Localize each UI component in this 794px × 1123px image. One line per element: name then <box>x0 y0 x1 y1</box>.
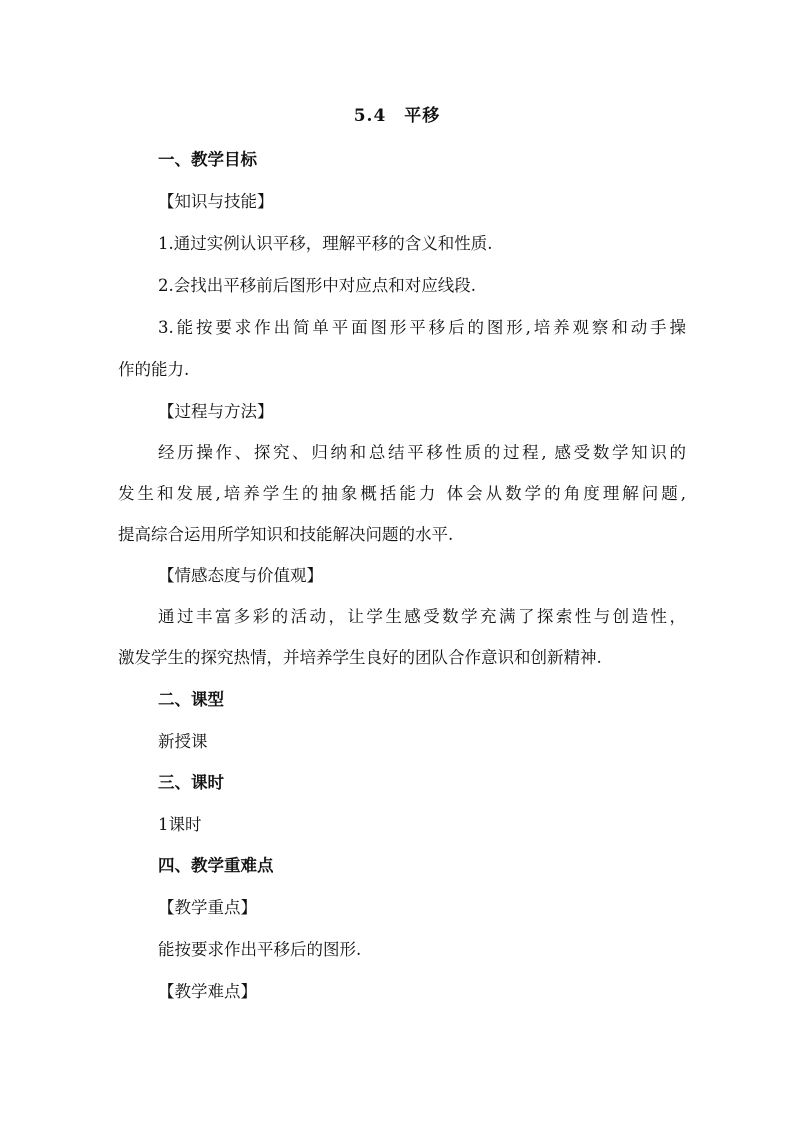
section-heading-class-hours: 三、课时 <box>158 773 224 792</box>
label-key-points: 【教学重点】 <box>158 898 257 917</box>
emotion-line-2: 激发学生的探究热情，并培养学生良好的团队合作意识和创新精神. <box>118 648 602 667</box>
knowledge-item-3-line-2: 作的能力. <box>118 360 190 379</box>
label-process-methods: 【过程与方法】 <box>158 402 274 421</box>
process-line-3: 提高综合运用所学知识和技能解决问题的水平. <box>118 525 454 544</box>
section-heading-key-difficult-points: 四、教学重难点 <box>158 856 274 875</box>
label-emotion-values: 【情感态度与价值观】 <box>158 566 323 585</box>
emotion-line-1: 通过丰富多彩的活动，让学生感受数学充满了探索性与创造性， <box>158 607 686 626</box>
knowledge-item-1: 1.通过实例认识平移，理解平移的含义和性质. <box>158 234 493 253</box>
process-line-1: 经历操作、探究、归纳和总结平移性质的过程, 感受数学知识的 <box>158 443 686 462</box>
label-difficult-points: 【教学难点】 <box>158 982 257 1001</box>
class-hours-content: 1课时 <box>158 815 202 834</box>
process-line-2: 发生和发展,培养学生的抽象概括能力 体会从数学的角度理解问题, <box>118 484 686 503</box>
key-points-content: 能按要求作出平移后的图形. <box>158 940 362 959</box>
label-knowledge-skills: 【知识与技能】 <box>158 192 274 211</box>
section-heading-lesson-type: 二、课型 <box>158 690 224 709</box>
page-title: 5.4 平移 <box>353 106 441 126</box>
knowledge-item-2: 2.会找出平移前后图形中对应点和对应线段. <box>158 276 476 295</box>
section-heading-objectives: 一、教学目标 <box>158 150 257 169</box>
lesson-type-content: 新授课 <box>158 732 208 751</box>
knowledge-item-3-line-1: 3.能按要求作出简单平面图形平移后的图形,培养观察和动手操 <box>158 318 686 337</box>
